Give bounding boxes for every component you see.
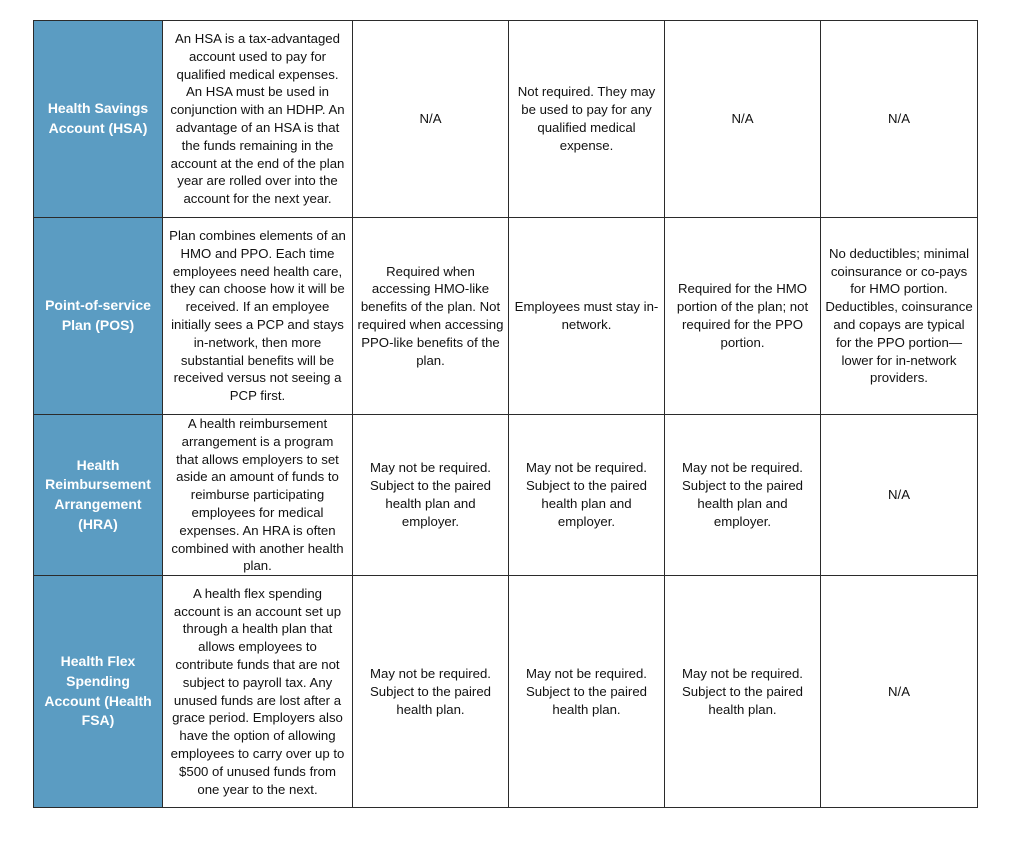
row-header-hra: Health Reimbursement Arrangement (HRA) xyxy=(34,415,163,576)
cell-col6: N/A xyxy=(821,576,978,808)
table-row xyxy=(34,218,978,415)
table-row xyxy=(34,576,978,808)
cell-col3: May not be required. Subject to the paired health plan. xyxy=(353,576,509,808)
cell-col4: May not be required. Subject to the paired health plan and employer. xyxy=(509,415,665,576)
cell-description: A health flex spending account is an account set up through a health plan that allows employees to contribute funds that are not subject to payroll tax. Any unused funds are lost after a grace period. Employers also have the option of allowing employees to carry over up to $500 of unused funds from one year to the next. xyxy=(163,576,353,808)
table-row xyxy=(34,21,978,218)
cell-col3: May not be required. Subject to the paired health plan and employer. xyxy=(353,415,509,576)
cell-description: A health reimbursement arrangement is a program that allows employers to set aside an amount of funds to reimburse participating employees for medical expenses. An HRA is often combined with another health plan. xyxy=(163,415,353,576)
table-row xyxy=(34,415,978,576)
cell-description: Plan combines elements of an HMO and PPO. Each time employees need health care, they can choose how it will be received. If an employee initially sees a PCP and stays in-network, then more substantial benefits will be received versus not seeing a PCP first. xyxy=(163,218,353,415)
cell-col6: N/A xyxy=(821,21,978,218)
cell-col5: May not be required. Subject to the paired health plan and employer. xyxy=(665,415,821,576)
cell-col4: Employees must stay in-network. xyxy=(509,218,665,415)
row-header-hsa: Health Savings Account (HSA) xyxy=(34,21,163,218)
plan-comparison-table-container xyxy=(33,20,977,808)
cell-col6: No deductibles; minimal coinsurance or co-pays for HMO portion. Deductibles, coinsurance and copays are typical for the PPO portion—lower for in-network providers. xyxy=(821,218,978,415)
cell-col4: Not required. They may be used to pay for any qualified medical expense. xyxy=(509,21,665,218)
cell-col5: N/A xyxy=(665,21,821,218)
row-header-health-fsa: Health Flex Spending Account (Health FSA) xyxy=(34,576,163,808)
cell-col6: N/A xyxy=(821,415,978,576)
plan-comparison-table xyxy=(33,20,978,808)
cell-col3: Required when accessing HMO-like benefits of the plan. Not required when accessing PPO-like benefits of the plan. xyxy=(353,218,509,415)
row-header-pos: Point-of-service Plan (POS) xyxy=(34,218,163,415)
cell-col4: May not be required. Subject to the paired health plan. xyxy=(509,576,665,808)
cell-col5: May not be required. Subject to the paired health plan. xyxy=(665,576,821,808)
cell-col5: Required for the HMO portion of the plan; not required for the PPO portion. xyxy=(665,218,821,415)
cell-description: An HSA is a tax-advantaged account used to pay for qualified medical expenses. An HSA must be used in conjunction with an HDHP. An advantage of an HSA is that the funds remaining in the account at the end of the plan year are rolled over into the account for the next year. xyxy=(163,21,353,218)
cell-col3: N/A xyxy=(353,21,509,218)
